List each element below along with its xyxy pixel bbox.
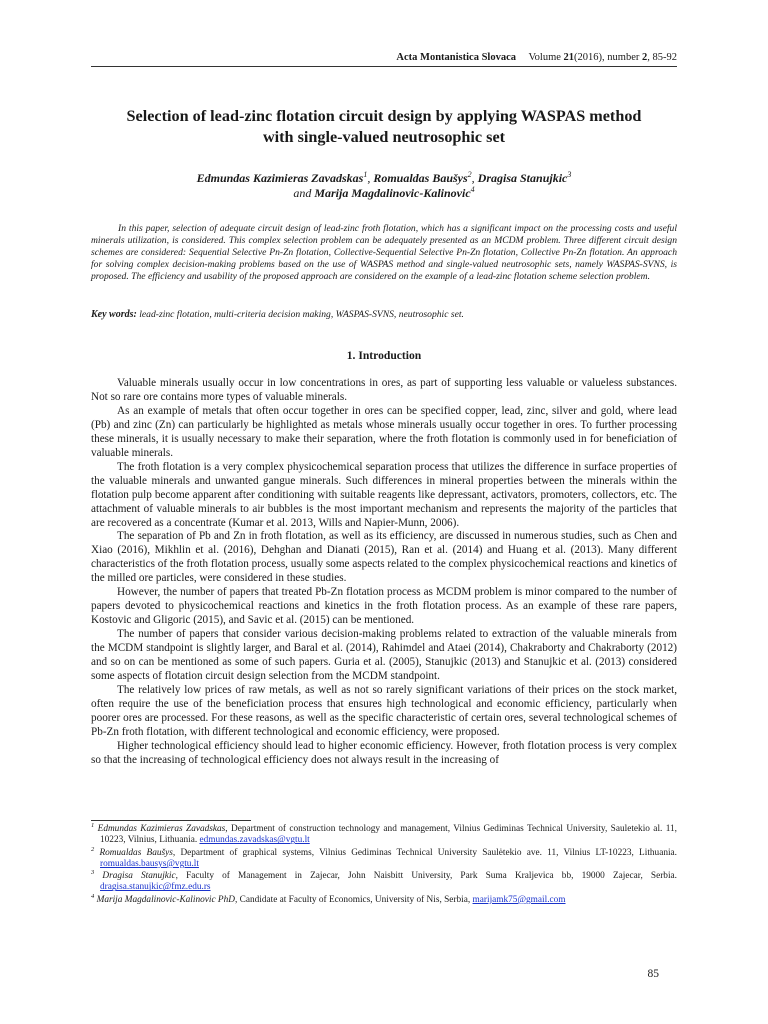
- footnote-author-name: Edmundas Kazimieras Zavadskas: [97, 824, 226, 834]
- keywords-label: Key words:: [91, 309, 137, 320]
- volume-year: (2016), number: [574, 52, 640, 63]
- author-3-mark: 3: [567, 170, 572, 179]
- paragraph: The froth flotation is a very complex physicochemical separation process that utilizes the difference in surface properties of the valuable minerals and unwanted gangue minerals. Such differences in mineral properties between the minerals within the flotation pulp become apparent after conditioning with suitable reagents like depressant, activators, promoters, collectors, etc. The attachment of valuable minerals to air bubbles is the most important mechanism and represents the majority of the particles that are recovered as a concentrate (Kumar et al. 2013, Wills and Napier-Munn, 2006).: [91, 460, 677, 529]
- paragraph: The separation of Pb and Zn in froth flotation, as well as its efficiency, are discussed in numerous studies, such as Chen and Xiao (2016), Mikhlin et al. (2016), Dehghan and Dianati (2015), Ran et al. (2014) and Huang et al. (2013). Many different characteristics of the froth flotation process, usually some aspects related to the complex physicochemical reactions and kinetics of the milled ore particles, were considered in these studies.: [91, 530, 677, 585]
- keywords-text: lead-zinc flotation, multi-criteria decision making, WASPAS-SVNS, neutrosophic set.: [136, 309, 464, 320]
- page-number: 85: [647, 968, 659, 980]
- paper-title: [91, 106, 677, 148]
- footnote-author-name: Dragisa Stanujkic: [102, 871, 176, 882]
- footnote-4: [91, 892, 677, 906]
- footnote-mark: 3: [91, 869, 95, 877]
- volume-label: Volume: [528, 52, 561, 63]
- author-4-mark: 4: [470, 185, 475, 194]
- abstract: In this paper, selection of adequate circuit design of lead-zinc froth flotation, which has a significant impact on the processing costs and useful minerals utilization, is considered. This complex selection problem can be adequately presented as an MCDM problem. Three different circuit design schemes are considered: Sequential Selective Pn-Zn flotation, Collective-Sequential Selective Pn-Zn flotation, Collective Pn-Zn flotation. An approach for solving complex decision-making problems based on the use of WASPAS method and single-valued neutrosophic sets, namely WASPAS-SVNS, is proposed. The efficiency and usability of the proposed approach are considered on the example of a lead-zinc flotation scheme selection problem.: [91, 223, 677, 282]
- footnote-author-name: Marija Magdalinovic-Kalinovic PhD: [96, 894, 235, 905]
- footnotes: [91, 821, 678, 907]
- section-heading-introduction: 1. Introduction: [346, 349, 422, 362]
- author-4-name: Marija Magdalinovic-Kalinovic: [314, 186, 471, 200]
- page-range: , 85-92: [647, 52, 677, 63]
- title-line-1: Selection of lead-zinc flotation circuit design by applying WASPAS method: [126, 107, 642, 125]
- author-separator: ,: [471, 171, 478, 185]
- paragraph: However, the number of papers that treated Pb-Zn flotation process as MCDM problem is minor compared to the number of papers devoted to physicochemical reactions and kinetics in the froth flotation process. As an example of these rare papers, Kostovic and Gligoric (2015), and Savic et al. (2015) can be mentioned.: [91, 586, 677, 627]
- footnote-affiliation: , Department of graphical systems, Vilnius Gediminas Technical University Saulėtekio ave. 11, Vilnius LT-10223, Lithuania.: [172, 847, 678, 858]
- email-link[interactable]: romualdas.bausys@vgtu.lt: [100, 858, 199, 869]
- keywords: [91, 309, 677, 321]
- running-header: [396, 52, 677, 63]
- footnote-mark: 1: [91, 821, 95, 829]
- author-line-2: [91, 186, 677, 201]
- author-1-mark: 1: [363, 170, 368, 179]
- paragraph: The relatively low prices of raw metals, as well as not so rarely significant variations of their prices on the stock market, often require the use of the beneficiation process that ensures high technological and economic efficiency, particularly when poorer ores are processed. For these reasons, as well as the specific characteristic of certain ores, several technological schemes of Pb-Zn froth flotation, with different technological and economic efficiency, were proposed.: [91, 683, 677, 738]
- footnote-affiliation: , Department of construction technology and management, Vilnius Gediminas Technical University, Sauletekio al. 11, 10223, Vilnius, Lithuania.: [100, 824, 678, 846]
- volume-number: 21: [563, 52, 575, 63]
- footnote-2: [91, 845, 678, 871]
- author-and: and: [293, 186, 315, 200]
- footnote-affiliation: , Faculty of Management in Zajecar, John Naisbitt University, Park Suma Kraljevica bb, 19000 Zajecar, Serbia.: [175, 871, 677, 882]
- author-line-1: [91, 171, 677, 186]
- header-divider: [91, 66, 677, 67]
- footnote-affiliation: , Candidate at Faculty of Economics, University of Nis, Serbia,: [234, 894, 473, 905]
- issue-number: 2: [642, 52, 648, 63]
- author-separator: ,: [367, 171, 374, 185]
- journal-name: Acta Montanistica Slovaca: [396, 52, 516, 63]
- paragraph: The number of papers that consider various decision-making problems related to extraction of the valuable minerals from the MCDM standpoint is slightly larger, and Baral et al. (2014), Rahimdel and Ataei (2014), Chakraborty and Chakraborty (2012) and so on can be mentioned as some of such papers. Guria et al. (2005), Stanujkic (2013) and Stanujkic et al. (2013) considered some aspects of flotation circuit design selection from the MCDM standpoint.: [91, 628, 677, 683]
- email-link[interactable]: dragisa.stanujkic@fmz.edu.rs: [100, 882, 211, 893]
- paragraph: As an example of metals that often occur together in ores can be specified copper, lead, zinc, silver and gold, where lead (Pb) and zinc (Zn) can particularly be highlighted as metals whose minerals usually occur together in ores. To further processing these minerals, it is usually necessary to make their separation, where the froth flotation is commonly used in for beneficiation of valuable minerals.: [91, 404, 677, 459]
- email-link[interactable]: marijamk75@gmail.com: [472, 894, 566, 905]
- footnote-divider: [91, 820, 251, 821]
- author-3-name: Dragisa Stanujkic: [477, 171, 568, 185]
- volume-info: [528, 52, 677, 63]
- author-2-mark: 2: [467, 170, 472, 179]
- footnote-mark: 4: [91, 892, 95, 900]
- footnote-mark: 2: [91, 845, 95, 853]
- author-2-name: Romualdas Baušys: [373, 171, 468, 185]
- footnote-1: [91, 821, 678, 847]
- introduction-body: [91, 377, 677, 768]
- title-line-2: with single-valued neutrosophic set: [262, 128, 506, 146]
- paragraph: Higher technological efficiency should lead to higher economic efficiency. However, froth flotation process is very complex so that the increasing of technological efficiency does not always result in the increasing of: [91, 739, 677, 766]
- author-1-name: Edmundas Kazimieras Zavadskas: [196, 171, 364, 185]
- footnote-3: [91, 871, 677, 894]
- footnote-author-name: Romualdas Baušys: [99, 847, 173, 858]
- email-link[interactable]: edmundas.zavadskas@vgtu.lt: [199, 835, 310, 846]
- author-list: [91, 171, 677, 201]
- paragraph: Valuable minerals usually occur in low concentrations in ores, as part of supporting less valuable or valueless substances. Not so rare ore contains more types of valuable minerals.: [91, 377, 677, 403]
